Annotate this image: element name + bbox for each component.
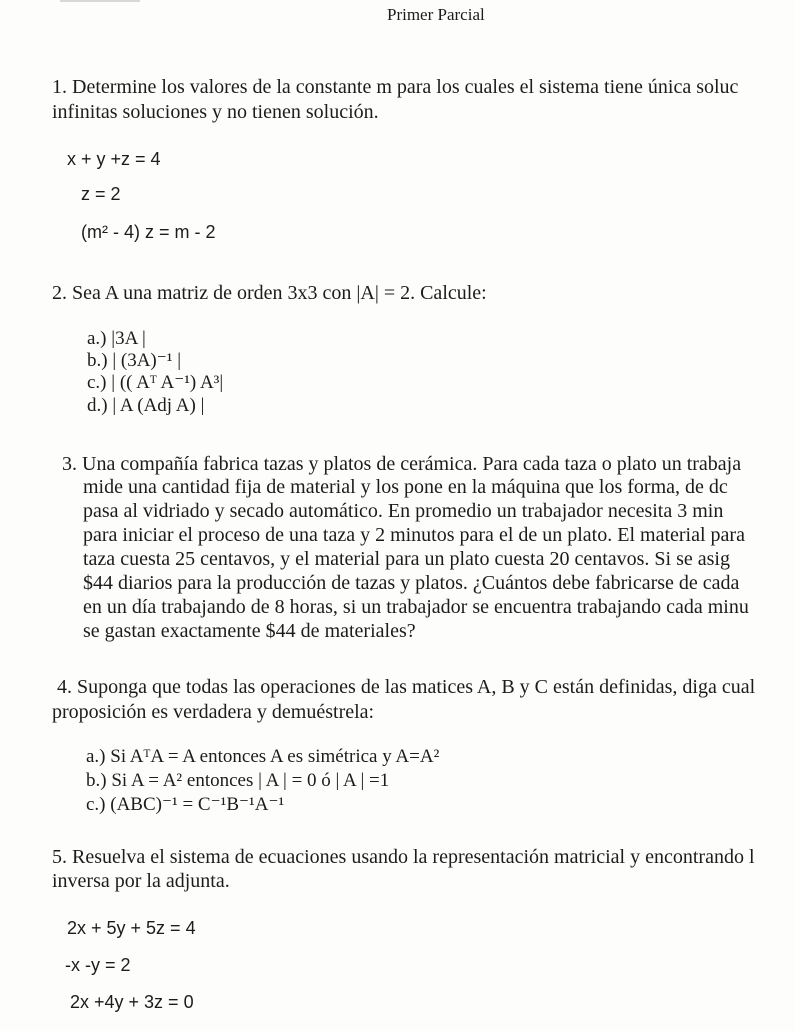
q3-line-6: $44 diarios para la producción de tazas y platos. ¿Cuántos debe fabricarse de cada [83, 572, 740, 594]
q1-equation-2: z = 2 [81, 184, 121, 204]
q3-line-2: mide una cantidad fija de material y los pone en la máquina que los forma, de dc [83, 476, 728, 498]
q3-line-1: 3. Una compañía fabrica tazas y platos de cerámica. Para cada taza o plato un trabaja [62, 453, 742, 475]
q2-item-c: c.) | (( Aᵀ A⁻¹) A³| [87, 372, 224, 393]
q3-line-7: en un día trabajando de 8 horas, si un trabajador se encuentra trabajando cada minu [83, 596, 749, 618]
q3-line-5: taza cuesta 25 centavos, y el material para un plato cuesta 20 centavos. Si se asig [83, 548, 730, 570]
q4-item-b: b.) Si A = A² entonces | A | = 0 ó | A | =1 [86, 770, 390, 791]
q2-item-d: d.) | A (Adj A) | [87, 395, 205, 416]
page-title: Primer Parcial [387, 5, 485, 24]
q4-item-c: c.) (ABC)⁻¹ = C⁻¹B⁻¹A⁻¹ [86, 794, 285, 815]
q1-equation-3: (m² - 4) z = m - 2 [81, 222, 216, 242]
q3-line-8: se gastan exactamente $44 de materiales? [83, 620, 416, 642]
q1-line-1: 1. Determine los valores de la constante m para los cuales el sistema tiene única soluc [52, 76, 739, 98]
q5-line-2: inversa por la adjunta. [52, 870, 230, 892]
q4-line-1: 4. Suponga que todas las operaciones de las matices A, B y C están definidas, diga cual [57, 676, 756, 698]
q1-equation-1: x + y +z = 4 [67, 149, 161, 169]
q2-item-b: b.) | (3A)⁻¹ | [87, 350, 182, 371]
q5-equation-2: -x -y = 2 [65, 955, 131, 975]
q3-line-3: pasa al vidriado y secado automático. En promedio un trabajador necesita 3 min [83, 500, 724, 522]
q1-line-2: infinitas soluciones y no tienen solución. [52, 101, 379, 123]
q4-item-a: a.) Si AᵀA = A entonces A es simétrica y A=A² [86, 746, 440, 767]
scan-artifact [60, 0, 140, 5]
q5-equation-3: 2x +4y + 3z = 0 [70, 992, 194, 1012]
q4-line-2: proposición es verdadera y demuéstrela: [52, 701, 375, 723]
q5-equation-1: 2x + 5y + 5z = 4 [67, 918, 196, 938]
q3-line-4: para iniciar el proceso de una taza y 2 minutos para el de un plato. El material para [83, 524, 745, 546]
q2-statement: 2. Sea A una matriz de orden 3x3 con |A| = 2. Calcule: [52, 282, 487, 304]
q2-item-a: a.) |3A | [87, 328, 146, 349]
q5-line-1: 5. Resuelva el sistema de ecuaciones usando la representación matricial y encontrando l [52, 846, 755, 868]
